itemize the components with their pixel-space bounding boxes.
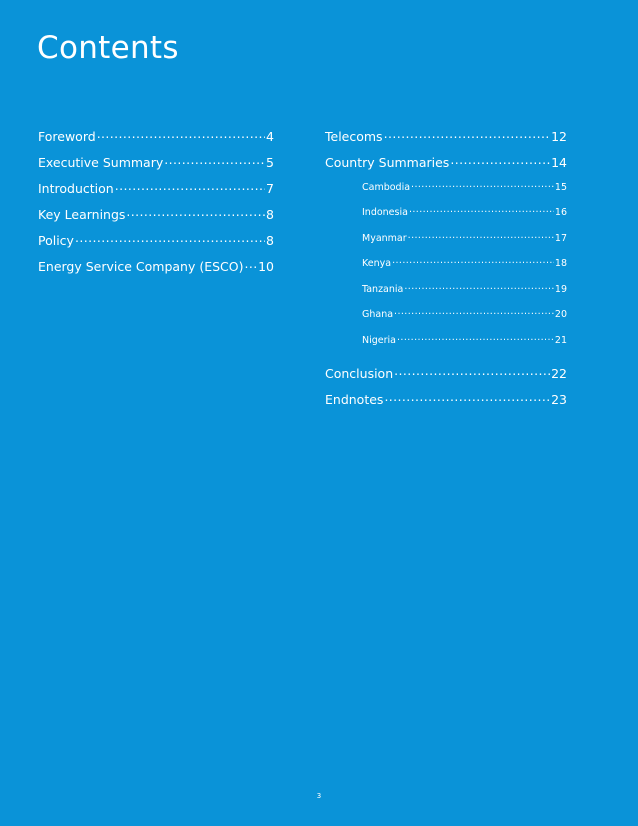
dot-leader	[408, 231, 554, 241]
toc-entry-esco[interactable]	[38, 258, 274, 284]
dot-leader	[397, 334, 554, 344]
dot-leader	[409, 206, 554, 216]
toc-entry-label: Executive Summary	[38, 154, 164, 170]
dot-leader	[245, 258, 258, 271]
toc-entry-page: 14	[551, 154, 567, 170]
toc-entry-label: Telecoms	[325, 128, 383, 144]
toc-entry-telecoms[interactable]	[325, 128, 567, 154]
toc-entry-page: 18	[554, 258, 567, 270]
toc-entry-label: Conclusion	[325, 365, 394, 381]
toc-entry-page: 8	[266, 232, 274, 248]
toc-entry-nigeria[interactable]	[362, 334, 567, 360]
toc-entry-label: Country Summaries	[325, 154, 450, 170]
dot-leader	[164, 154, 265, 167]
toc-entry-page: 12	[551, 128, 567, 144]
toc-entry-label: Policy	[38, 232, 74, 248]
dot-leader	[126, 206, 265, 219]
toc-entry-cambodia[interactable]	[362, 180, 567, 206]
toc-entry-foreword[interactable]	[38, 128, 274, 154]
toc-entry-introduction[interactable]	[38, 180, 274, 206]
toc-entry-country-summaries[interactable]	[325, 154, 567, 180]
toc-entry-label: Tanzania	[362, 283, 404, 295]
dot-leader	[115, 180, 265, 193]
toc-entry-page: 8	[266, 206, 274, 222]
toc-entry-page: 22	[551, 365, 567, 381]
toc-entry-label: Endnotes	[325, 391, 384, 407]
dot-leader	[384, 391, 550, 404]
toc-right-column	[325, 128, 567, 417]
toc-entry-page: 10	[258, 258, 274, 274]
dot-leader	[411, 180, 554, 190]
toc-entry-indonesia[interactable]	[362, 206, 567, 232]
toc-entry-key-learnings[interactable]	[38, 206, 274, 232]
toc-entry-myanmar[interactable]	[362, 231, 567, 257]
toc-entry-tanzania[interactable]	[362, 282, 567, 308]
toc-entry-policy[interactable]	[38, 232, 274, 258]
toc-entry-endnotes[interactable]	[325, 391, 567, 417]
toc-entry-label: Energy Service Company (ESCO)	[38, 258, 244, 274]
toc-entry-label: Indonesia	[362, 207, 408, 219]
toc-entry-label: Kenya	[362, 258, 392, 270]
toc-entry-label: Introduction	[38, 180, 114, 196]
dot-leader	[394, 365, 550, 378]
toc-entry-label: Myanmar	[362, 232, 407, 244]
dot-leader	[404, 282, 554, 292]
toc-entry-executive-summary[interactable]	[38, 154, 274, 180]
toc-entry-page: 7	[266, 180, 274, 196]
dot-leader	[450, 154, 550, 167]
toc-entry-page: 21	[554, 335, 567, 347]
dot-leader	[394, 308, 554, 318]
toc-entry-kenya[interactable]	[362, 257, 567, 283]
toc-entry-page: 23	[551, 391, 567, 407]
dot-leader	[97, 128, 265, 141]
toc-entry-label: Cambodia	[362, 181, 411, 193]
toc-left-column	[38, 128, 274, 284]
toc-entry-page: 4	[266, 128, 274, 144]
toc-entry-ghana[interactable]	[362, 308, 567, 334]
dot-leader	[384, 128, 551, 141]
dot-leader	[392, 257, 554, 267]
page-number: 3	[316, 792, 322, 800]
page-title: Contents	[37, 30, 179, 66]
toc-entry-conclusion[interactable]	[325, 365, 567, 391]
dot-leader	[75, 232, 265, 245]
toc-entry-page: 17	[554, 232, 567, 244]
toc-entry-page: 16	[554, 207, 567, 219]
toc-entry-page: 20	[554, 309, 567, 321]
toc-entry-page: 5	[266, 154, 274, 170]
toc-entry-label: Ghana	[362, 309, 394, 321]
toc-entry-label: Key Learnings	[38, 206, 126, 222]
toc-entry-page: 15	[554, 181, 567, 193]
toc-entry-label: Nigeria	[362, 335, 396, 347]
toc-entry-page: 19	[554, 283, 567, 295]
toc-entry-label: Foreword	[38, 128, 96, 144]
